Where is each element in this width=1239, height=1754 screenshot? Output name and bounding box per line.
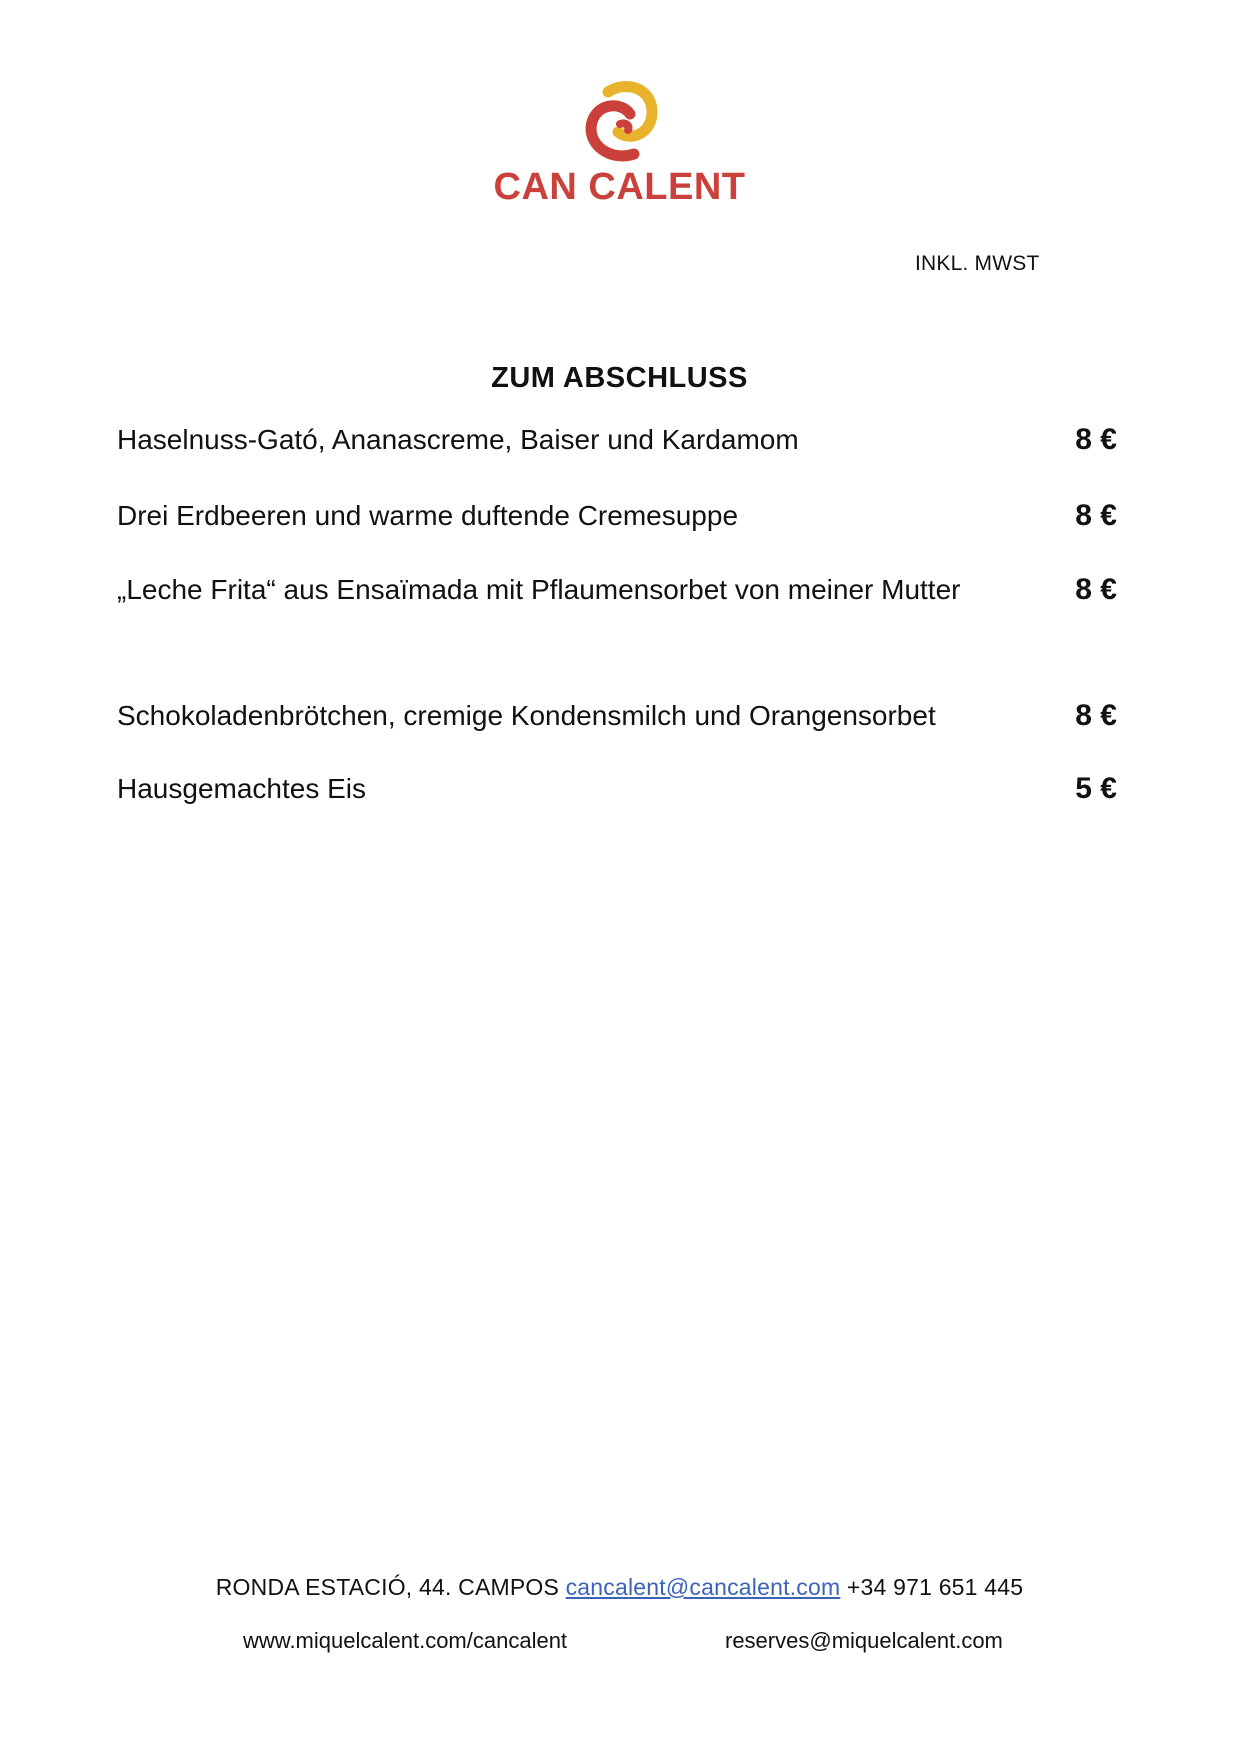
menu-item-price: 8 € [1075, 499, 1117, 532]
logo-mark-icon [580, 78, 660, 164]
menu-item-name: Drei Erdbeeren und warme duftende Cremesuppe [117, 500, 739, 531]
menu-item [117, 490, 1117, 542]
footer-email-link[interactable]: cancalent@cancalent.com [565, 1574, 841, 1600]
footer-reservations-email: reserves@miquelcalent.com [725, 1628, 1003, 1653]
menu-item-name: Schokoladenbrötchen, cremige Kondensmilch und Orangensorbet [117, 700, 936, 731]
section-title: ZUM ABSCHLUSS [491, 362, 748, 394]
menu-item-price: 5 € [1075, 772, 1117, 805]
menu-item-name: Hausgemachtes Eis [117, 773, 367, 804]
menu-item-name: „Leche Frita“ aus Ensaïmada mit Pflaumensorbet von meiner Mutter [117, 574, 961, 605]
logo [0, 78, 1239, 209]
footer-contact-line [0, 1574, 1239, 1601]
menu-item-price: 8 € [1075, 423, 1117, 456]
logo-text: CAN CALENT [493, 166, 746, 208]
footer-address: RONDA ESTACIÓ, 44. CAMPOS [215, 1574, 560, 1600]
menu-item-name: Haselnuss-Gató, Ananascreme, Baiser und Kardamom [117, 424, 799, 455]
menu-item-price: 8 € [1075, 573, 1117, 606]
footer-website: www.miquelcalent.com/cancalent [243, 1628, 568, 1653]
menu-item-price: 8 € [1075, 699, 1117, 732]
menu-item [117, 414, 1117, 466]
menu-item [117, 690, 1117, 742]
footer-phone: +34 971 651 445 [846, 1574, 1024, 1600]
menu-item [117, 564, 1117, 616]
menu-item [117, 763, 1117, 815]
tax-note: INKL. MWST [915, 252, 1040, 275]
